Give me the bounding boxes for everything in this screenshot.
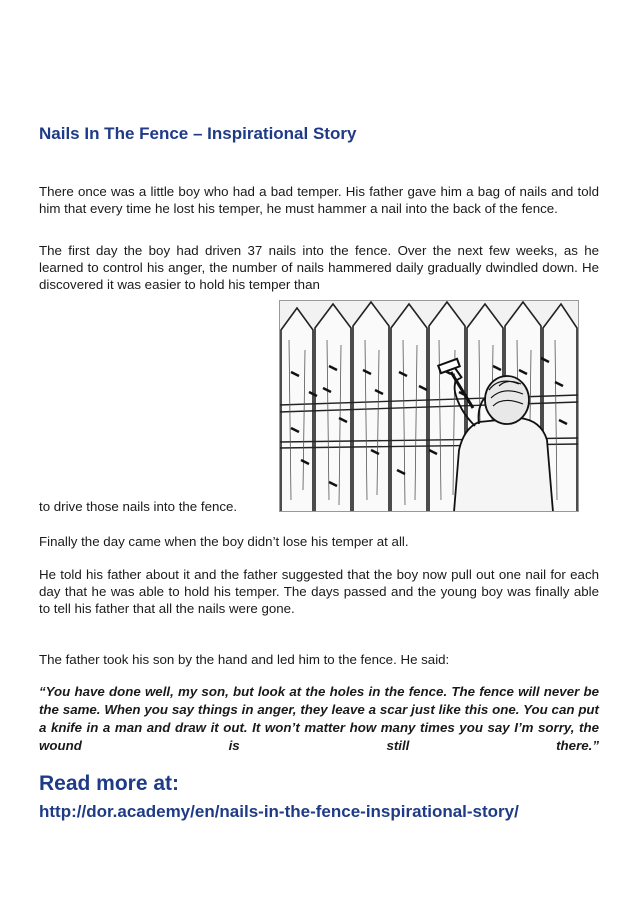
father-quote: “You have done well, my son, but look at the holes in the fence. The fence will never be the same. When you say things in anger, they leave a scar just like this one. You can put a knife in a man and draw it out. It won’t matter how many times you say I’m sorry, the wound is still there.” [39, 684, 599, 753]
paragraph-intro: There once was a little boy who had a bad temper. His father gave him a bag of nails and told him that every time he lost his temper, he must hammer a nail into the back of the fence. [39, 184, 599, 216]
read-more-heading: Read more at: [39, 772, 180, 795]
boy-hammering-fence-illustration [279, 300, 579, 512]
paragraph-first-day: The first day the boy had driven 37 nails into the fence. Over the next few weeks, as he learned to control his anger, the number of nails hammered daily gradually dwindled down. He discovered it was easier to hold his temper than [39, 243, 599, 292]
read-more-link[interactable]: http://dor.academy/en/nails-in-the-fence-inspirational-story/ [39, 802, 519, 821]
paragraph-continued: to drive those nails into the fence. [39, 499, 238, 514]
paragraph-day-came: Finally the day came when the boy didn’t lose his temper at all. [39, 534, 409, 549]
paragraph-led-to-fence: The father took his son by the hand and led him to the fence. He said: [39, 652, 450, 667]
paragraph-father-suggested: He told his father about it and the father suggested that the boy now pull out one nail for each day that he was able to hold his temper. The days passed and the young boy was finally able to tell his father that all the nails were gone. [39, 567, 599, 616]
story-title: Nails In The Fence – Inspirational Story [39, 124, 357, 143]
